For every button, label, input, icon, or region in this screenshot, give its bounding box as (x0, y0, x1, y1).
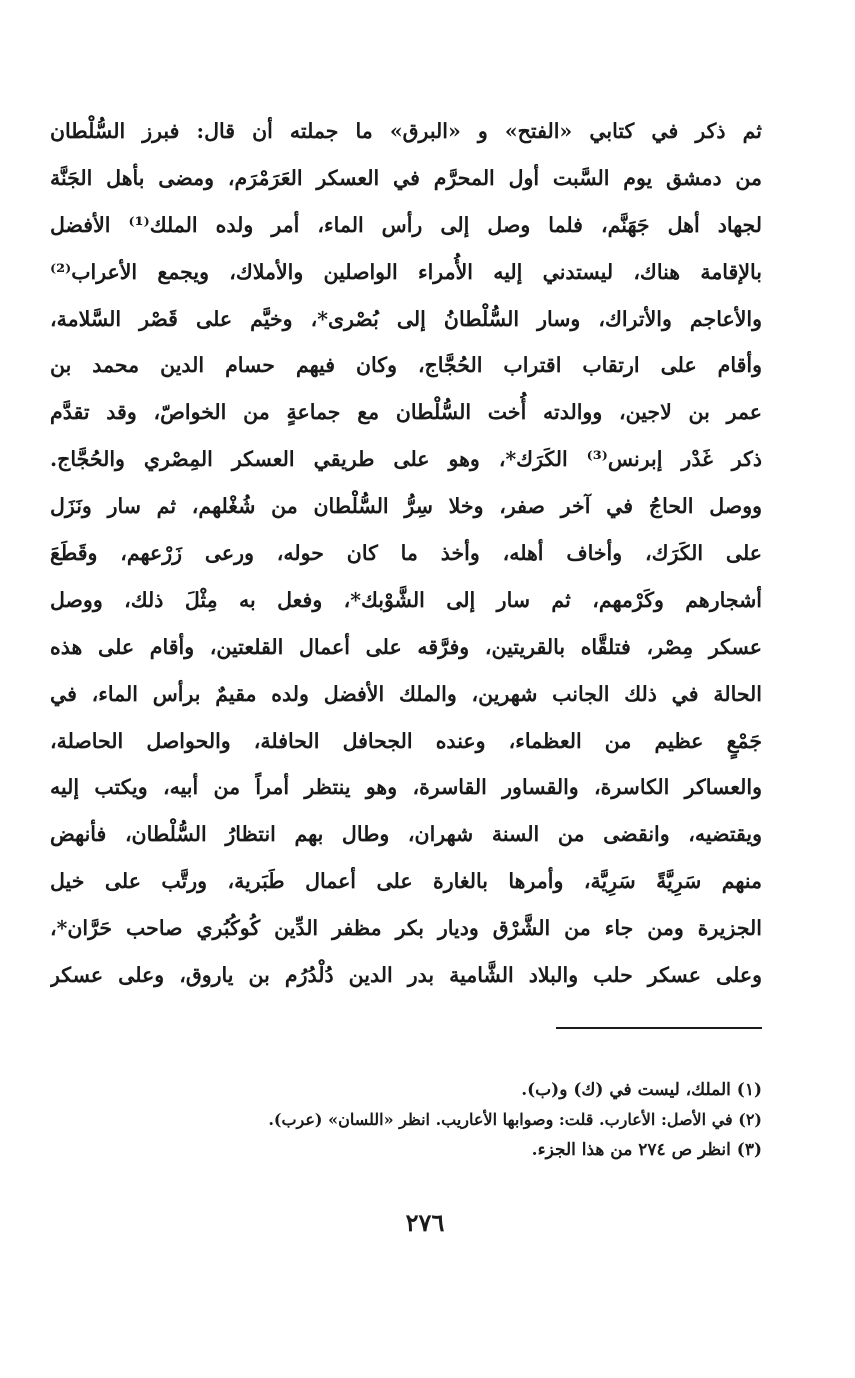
text-line: أشجارهم وكَرْمهم، ثم سار إلى الشَّوْبك*، وفعل به مِثْلَ ذلك، ووصل (50, 587, 762, 612)
text-line: منهم سَرِيَّةً سَرِيَّة، وأمرها بالغارة على أعمال طَبَرية، ورتَّب على خيل (50, 869, 762, 894)
main-text (50, 108, 762, 999)
page-number: ٢٧٦ (405, 1208, 445, 1237)
footnote: (١) الملك، ليست في (ك) و(ب). (521, 1080, 762, 1100)
text-line: بالإقامة هناك، ليستدني إليه الأُمراء الواصلين والأملاك، ويجمع الأعراب⁽²⁾ (50, 259, 762, 284)
text-line: من دمشق يوم السَّبت أول المحرَّم في العسكر العَرَمْرَم، ومضى بأهل الجَنَّة (50, 165, 762, 190)
text-line: جَمْعٍ عظيم من العظماء، وعنده الجحافل الحافلة، والحواصل الحاصلة، (50, 728, 762, 753)
text-line: لجهاد أهل جَهَنَّم، فلما وصل إلى رأس الماء، أمر ولده الملك⁽¹⁾ الأفضل (50, 212, 762, 237)
text-line: ثم ذكر في كتابي «الفتح» و «البرق» ما جملته أن قال: فبرز السُّلْطان (50, 119, 762, 143)
text-line: عسكر مِصْر، فتلقَّاه بالقريتين، وفرَّقه على أعمال القلعتين، وأقام على هذه (50, 634, 762, 659)
text-line: ذكر غَدْر إبرنس⁽³⁾ الكَرَك*، وهو على طريقي العسكر المِصْري والحُجَّاج. (50, 447, 762, 472)
text-line: والعساكر الكاسرة، والقساور القاسرة، وهو ينتظر أمراً من أبيه، ويكتب إليه (50, 775, 762, 800)
footnote-separator (556, 1027, 762, 1029)
text-line: الحالة في ذلك الجانب شهرين، والملك الأفضل ولده مقيمٌ برأس الماء، في (50, 681, 762, 706)
text-line: الجزيرة ومن جاء من الشَّرْق وديار بكر مظفر الدِّين كُوكُبُري صاحب حَرَّان*، (50, 916, 762, 941)
text-line: ووصل الحاجُ في آخر صفر، وخلا سِرُّ السُّلْطان من شُغْلهم، ثم سار ونَزَل (50, 494, 762, 519)
text-line: والأعاجم والأتراك، وسار السُّلْطانُ إلى بُصْرى*، وخيَّم على قَصْر السَّلامة، (50, 306, 762, 331)
text-line: على الكَرَك، وأخاف أهله، وأخذ ما كان حوله، ورعى زَرْعهم، وقَطَعَ (50, 541, 762, 566)
footnotes (260, 1075, 762, 1165)
footnote: (٢) في الأصل: الأعارب. قلت: وصوابها الأعاريب. انظر «اللسان» (عرب). (268, 1110, 762, 1129)
text-line: عمر بن لاجين، ووالدته أُخت السُّلْطان مع جماعةٍ من الخواصّ، وقد تقدَّم (50, 400, 762, 425)
footnote: (٣) انظر ص ٢٧٤ من هذا الجزء. (531, 1140, 762, 1160)
text-line: وعلى عسكر حلب والبلاد الشَّامية بدر الدين دُلْدُرُم بن ياروق، وعلى عسكر (50, 963, 762, 988)
text-line: وأقام على ارتقاب اقتراب الحُجَّاج، وكان فيهم حسام الدين محمد بن (50, 353, 762, 378)
text-line: ويقتضيه، وانقضى من السنة شهران، وطال بهم انتظارُ السُّلْطان، فأنهض (50, 822, 762, 847)
